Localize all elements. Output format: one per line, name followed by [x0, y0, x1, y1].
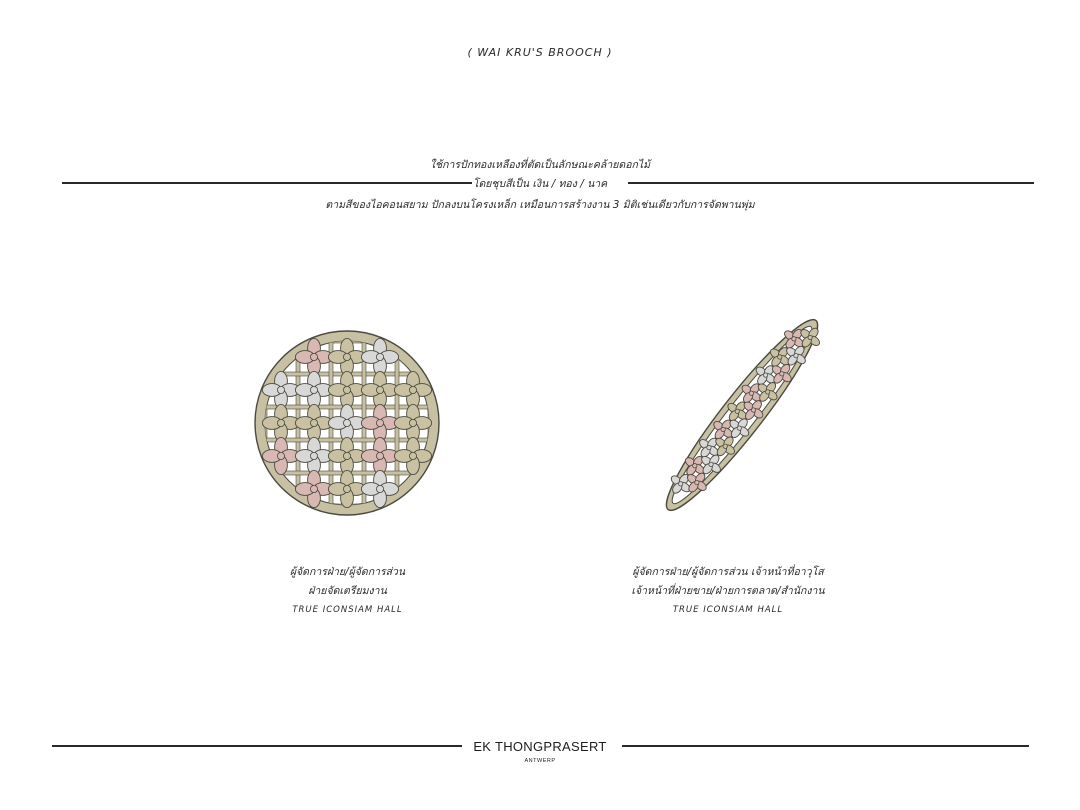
brand-location: ANTWERP — [524, 758, 556, 764]
description-line-3: ตามสีของไอคอนสยาม ปักลงบนโครงเหล็ก เหมือนการสร้างงาน 3 มิติเช่นเดียวกับการจัดพานพุ่ม — [325, 199, 755, 211]
oval-caption-line-1: ผู้จัดการฝ่าย/ผู้จัดการส่วน เจ้าหน้าที่อาวุโส — [632, 566, 824, 578]
round-caption-line-2: ฝ่ายจัดเตรียมงาน — [308, 585, 387, 597]
round-brooch-illustration — [252, 328, 442, 518]
oval-caption-line-2: เจ้าหน้าที่ฝ่ายขาย/ฝ่ายการตลาด/สำนักงาน — [631, 585, 825, 597]
description-line-1: ใช้การปักทองเหลืองที่ตัดเป็นลักษณะคล้ายดอกไม้ — [429, 159, 651, 171]
description-rule-right — [628, 182, 1034, 184]
oval-caption-venue: TRUE ICONSIAM HALL — [672, 605, 784, 615]
brand-name: EK THONGPRASERT — [473, 739, 607, 754]
brooch-title: ( WAI KRU'S BROOCH ) — [467, 46, 613, 59]
description-line-2: โดยชุบสีเป็น เงิน / ทอง / นาค — [472, 178, 608, 190]
oval-brooch-illustration — [640, 308, 845, 523]
footer-rule-right — [622, 745, 1029, 747]
oval-brooch-caption — [588, 563, 868, 620]
round-caption-venue: TRUE ICONSIAM HALL — [292, 605, 403, 615]
round-brooch-caption — [230, 563, 465, 620]
round-caption-line-1: ผู้จัดการฝ่าย/ผู้จัดการส่วน — [289, 566, 406, 578]
